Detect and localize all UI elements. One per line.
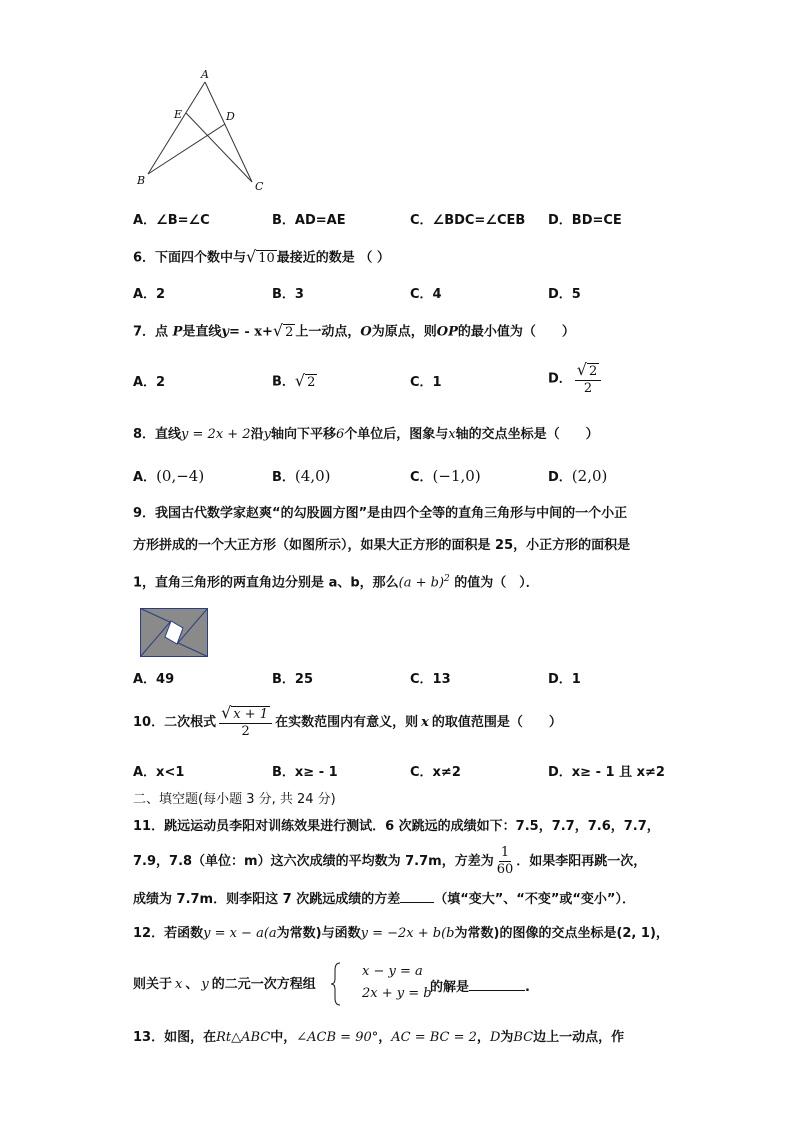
q13-text-4: ，: [476, 1030, 490, 1045]
q10-text-3: 的取值范围是（ ）: [431, 714, 562, 730]
q10-denominator: 2: [241, 724, 250, 739]
q6-text-pre: 6．下面四个数中与: [133, 250, 247, 266]
q6-radicand: 10: [258, 251, 275, 266]
q8-text-2: 沿: [250, 427, 264, 442]
q13-text-5: 为: [500, 1030, 514, 1045]
q8-option-d-label: D．: [548, 470, 572, 485]
q11-fraction-denominator: 60: [496, 862, 514, 877]
q10-option-c[interactable]: C．x≠2: [410, 765, 461, 780]
q7-text-5: 的最小值为（ ）: [457, 324, 575, 340]
q7-segment-op: OP: [436, 324, 458, 340]
q8-option-b[interactable]: [272, 467, 330, 487]
q11-line-2-text: 7.9，7.8（单位：m）这六次成绩的平均数为 7.7m，方差为: [133, 853, 494, 869]
q8-option-a-value: (0,−4): [156, 467, 205, 485]
label-c: C: [255, 180, 264, 193]
q6-option-d[interactable]: D．5: [548, 287, 581, 302]
q6-option-b[interactable]: B．3: [272, 287, 304, 302]
q12-line-1: [133, 925, 669, 943]
label-d: D: [226, 110, 235, 123]
q5-option-c[interactable]: C．∠BDC=∠CEB: [410, 213, 526, 228]
q13-angle: ∠ACB = 90°: [296, 1030, 379, 1045]
q7-stem: [133, 322, 575, 342]
q9-option-b[interactable]: B．25: [272, 672, 313, 687]
q11-line-2: [133, 845, 646, 878]
q9-line-1: 9．我国古代数学家赵爽“的勾股圆方图”是由四个全等的直角三角形与中间的一个小正: [133, 506, 628, 521]
q8-text-5: 轴的交点坐标是（ ）: [455, 427, 599, 442]
q7-option-b-label: B．: [272, 374, 295, 390]
q8-text-3: 轴向下平移: [270, 427, 336, 442]
q8-text-4: 个单位后，图象与: [344, 427, 449, 442]
q7-radicand: 2: [285, 325, 294, 340]
q8-option-c-value: (−1,0): [432, 467, 481, 485]
q7-text-2: 是直线: [182, 324, 222, 340]
q7-text-1: 7．点: [133, 324, 169, 340]
triangle-figure: [130, 66, 270, 196]
q11-variance-fraction: [497, 845, 514, 878]
q13-text-3: ，: [378, 1030, 392, 1045]
q5-option-b[interactable]: B．AD=AE: [272, 213, 346, 228]
q11-line-3: [133, 888, 635, 909]
q7-sqrt: √ 2: [272, 321, 294, 340]
section-heading-fill-blank: 二、填空题(每小题 3 分, 共 24 分): [133, 792, 336, 807]
line-bd: [148, 124, 225, 174]
q8-var-y: y: [263, 427, 271, 442]
q7-option-d-fraction: $\frac{√ 2}{2}$: [575, 362, 601, 397]
q7-text-3: 上一动点，: [295, 324, 361, 340]
q13-text-6: 边上一动点，作: [533, 1030, 625, 1045]
q13-point-d: D: [489, 1030, 501, 1045]
q8-option-c[interactable]: [410, 467, 481, 487]
q9-option-d[interactable]: D．1: [548, 672, 581, 687]
q10-option-d[interactable]: D．x≥ - 1 且 x≠2: [548, 765, 665, 780]
q6-option-c[interactable]: C．4: [410, 287, 442, 302]
q7-eq-rest: = - x+: [228, 324, 273, 340]
label-a: A: [201, 68, 209, 81]
q7-eq-y: y: [221, 324, 229, 340]
q7-option-c[interactable]: C．1: [410, 375, 442, 390]
q12-function-2: y = −2x + b(b: [360, 926, 455, 941]
q8-option-a[interactable]: [133, 467, 204, 487]
q13-triangle: Rt△ABC: [216, 1030, 271, 1045]
q7-point-p: P: [172, 324, 183, 340]
q6-stem: [133, 248, 390, 268]
q12-answer-blank[interactable]: [469, 976, 525, 991]
q6-text-post: 最接近的数是 （ ）: [276, 250, 390, 266]
q10-text-1: 10．二次根式: [133, 714, 217, 730]
q8-option-d[interactable]: [548, 467, 607, 487]
q6-option-a[interactable]: A．2: [133, 287, 166, 302]
q11-line-1: 11．跳远运动员李阳对训练效果进行测试．6 次跳远的成绩如下：7.5，7.7，7.6，7.7，: [133, 819, 660, 834]
q12-equation-1: x − y = a: [362, 964, 423, 979]
q5-option-a[interactable]: A．∠B=∠C: [133, 213, 210, 228]
q9-line-3: [133, 570, 539, 592]
q9-line-3-text: 1，直角三角形的两直角边分别是 a、b，那么: [133, 575, 399, 591]
q12-text-7: .: [525, 980, 530, 995]
q9-option-a[interactable]: A．49: [133, 672, 175, 687]
q10-var-x: x: [421, 714, 429, 730]
q12-function-1: y = x − a(a: [203, 926, 277, 941]
q7-option-b-sqrt: √ 2: [294, 371, 316, 390]
q8-option-b-value: (4,0): [294, 467, 331, 485]
label-b: B: [137, 174, 146, 187]
q7-option-d-numerator: 2: [589, 364, 598, 379]
line-ce: [186, 113, 252, 182]
line-ab: [148, 82, 205, 174]
q7-text-4: 为原点，则: [371, 324, 437, 340]
q12-text-1: 12．若函数: [133, 926, 204, 941]
zhao-shuang-square-figure: [140, 608, 208, 658]
q13-text-2: 中，: [270, 1030, 297, 1045]
q11-fraction-numerator: 1: [500, 845, 510, 860]
q12-text-4: 则关于: [133, 977, 173, 992]
q8-option-b-label: B．: [272, 470, 295, 485]
q9-expression: (a + b): [398, 575, 445, 591]
q10-fraction: $\frac{√ x + 1}{2}$: [219, 705, 272, 740]
q9-line-3-end: 的值为（ ）．: [449, 575, 539, 591]
q10-stem: [133, 705, 562, 740]
q9-line-2: 方形拼成的一个大正方形（如图所示），如果大正方形的面积是 25，小正方形的面积是: [133, 538, 631, 553]
q12-text-3: 为常数)的图像的交点坐标是(2, 1)，: [454, 926, 669, 941]
q5-option-d[interactable]: D．BD=CE: [548, 213, 622, 228]
q10-radicand: x + 1: [233, 707, 269, 722]
q8-option-d-value: (2,0): [571, 467, 608, 485]
q7-option-b[interactable]: [272, 372, 317, 392]
q8-option-a-label: A．: [133, 470, 157, 485]
q12-line-2-pre: [133, 976, 316, 994]
q7-option-d[interactable]: [548, 362, 604, 397]
q8-equation: y = 2x + 2: [181, 427, 251, 442]
q12-text-6: 的解是: [430, 980, 470, 995]
q13-stem: [133, 1029, 624, 1047]
q8-stem: [133, 426, 599, 444]
q7-option-a[interactable]: A．2: [133, 375, 166, 390]
left-brace-icon: [330, 962, 342, 1006]
q8-var-x: x: [448, 427, 456, 442]
q8-num-6: 6: [335, 427, 345, 442]
q9-option-c[interactable]: C．13: [410, 672, 451, 687]
q11-answer-blank[interactable]: [400, 888, 434, 903]
q12-sep: 、: [185, 977, 199, 992]
q7-origin-o: O: [360, 324, 372, 340]
q10-option-b[interactable]: B．x≥ - 1: [272, 765, 338, 780]
q11-line-3-text: 成绩为 7.7m．则李阳这 7 次跳远成绩的方差: [133, 892, 401, 907]
q8-text-1: 8．直线: [133, 427, 182, 442]
q11-line-3-end: （填“变大”、“不变”或“变小”）．: [434, 892, 635, 907]
q6-sqrt: √ 10: [246, 247, 275, 266]
q10-text-2: 在实数范围内有意义，则: [275, 714, 419, 730]
q7-option-d-denominator: 2: [583, 381, 593, 396]
q11-line-2-end: ．如果李阳再跳一次，: [516, 853, 647, 869]
q8-option-c-label: C．: [410, 470, 433, 485]
q13-text-1: 13．如图，在: [133, 1030, 217, 1045]
q13-sides: AC = BC = 2: [391, 1030, 477, 1045]
q7-option-d-label: D．: [548, 371, 572, 387]
q12-equation-2: 2x + y = b: [362, 986, 432, 1001]
q9-exponent: 2: [444, 574, 450, 584]
q12-var-y: y: [201, 977, 209, 992]
q10-option-a[interactable]: A．x<1: [133, 765, 185, 780]
q12-line-2-post: [430, 976, 530, 997]
label-e: E: [174, 108, 183, 121]
q7-option-b-radicand: 2: [307, 375, 316, 390]
q12-text-2: 为常数)与函数: [276, 926, 361, 941]
q12-var-x: x: [175, 977, 183, 992]
q13-side-bc: BC: [513, 1030, 534, 1045]
q12-text-5: 的二元一次方程组: [211, 977, 316, 992]
